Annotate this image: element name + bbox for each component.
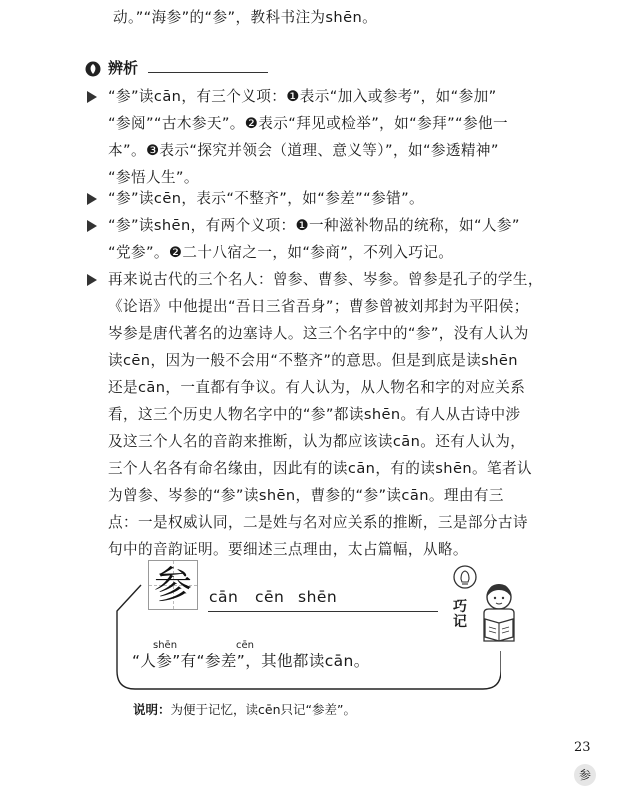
text-line: 动。”“海参”的“参”，教科书注为shēn。: [113, 9, 378, 26]
text-line: 为曾参、岑参的“参”读shēn，曹参的“参”读cān。理由有三: [108, 487, 504, 504]
text-line: 还是cān，一直都有争议。有人认为，从人物名和字的对应关系: [108, 379, 526, 396]
mnemonic-character: 参: [153, 563, 192, 607]
ruby-cen: cēn: [236, 640, 254, 651]
text-line: 三个人名各有命名缘由，因此有的读cān，有的读shēn。笔者认: [108, 460, 532, 477]
note: [133, 702, 356, 718]
page-number: 23: [574, 740, 591, 755]
ruby-shen: shēn: [153, 640, 178, 651]
text-line: “党参”。❷二十八宿之一，如“参商”，不列入巧记。: [108, 244, 454, 261]
bullet-triangle-icon: [87, 274, 97, 286]
text-line: “参悟人生”。: [108, 169, 199, 186]
text-line: “参”读cān，有三个义项：❶表示“加入或参考”，如“参加”: [108, 88, 497, 105]
readings-underline: [208, 611, 438, 612]
section-title: 辨析: [108, 59, 139, 77]
bullet-triangle-icon: [87, 193, 97, 205]
note-label: 说明：: [133, 702, 171, 717]
reading-can: cān: [209, 588, 239, 606]
section-icon: [85, 61, 101, 77]
text-line: 本”。❸表示“探究并领会（道理、意义等）”，如“参透精神”: [108, 142, 499, 159]
text-line: 《论语》中他提出“吾日三省吾身”；曹参曾被刘邦封为平阳侯；: [108, 298, 529, 315]
text-line: 句中的音韵证明。要细述三点理由，太占篇幅，从略。: [108, 541, 468, 558]
badge-label: 巧记: [453, 599, 467, 630]
text-line: “参”读shēn，有两个义项：❶一种滋补物品的统称，如“人参”: [108, 217, 520, 234]
corner-label: 参: [574, 764, 596, 786]
reading-shen: shēn: [298, 588, 338, 606]
text-line: “参阅”“古木参天”。❷表示“拜见或检举”，如“参拜”“参他一: [108, 115, 508, 132]
note-text: 为便于记忆，读cēn只记“参差”。: [170, 702, 356, 717]
text-line: 岑参是唐代著名的边塞诗人。这三个名字中的“参”，没有人认为: [108, 325, 529, 342]
mnemonic-sentence: “人参”有“参差”，其他都读cān。: [132, 652, 370, 670]
reading-cen: cēn: [255, 588, 285, 606]
text-line: “参”读cēn，表示“不整齐”，如“参差”“参错”。: [108, 190, 425, 207]
text-line: 读cēn，因为一般不会用“不整齐”的意思。但是到底是读shēn: [108, 352, 518, 369]
bullet-triangle-icon: [87, 91, 97, 103]
text-line: 再来说古代的三个名人：曾参、曹参、岑参。曾参是孔子的学生，: [108, 271, 543, 288]
text-line: 及这三个人名的音韵来推断，认为都应该读cān。还有人认为，: [108, 433, 526, 450]
text-line: 看，这三个历史人物名字中的“参”都读shēn。有人从古诗中涉: [108, 406, 521, 423]
section-rule: [148, 72, 268, 73]
text-line: 点：一是权威认同，二是姓与名对应关系的推断，三是部分古诗: [108, 514, 528, 531]
character-grid-box: [148, 560, 198, 610]
bullet-triangle-icon: [87, 220, 97, 232]
